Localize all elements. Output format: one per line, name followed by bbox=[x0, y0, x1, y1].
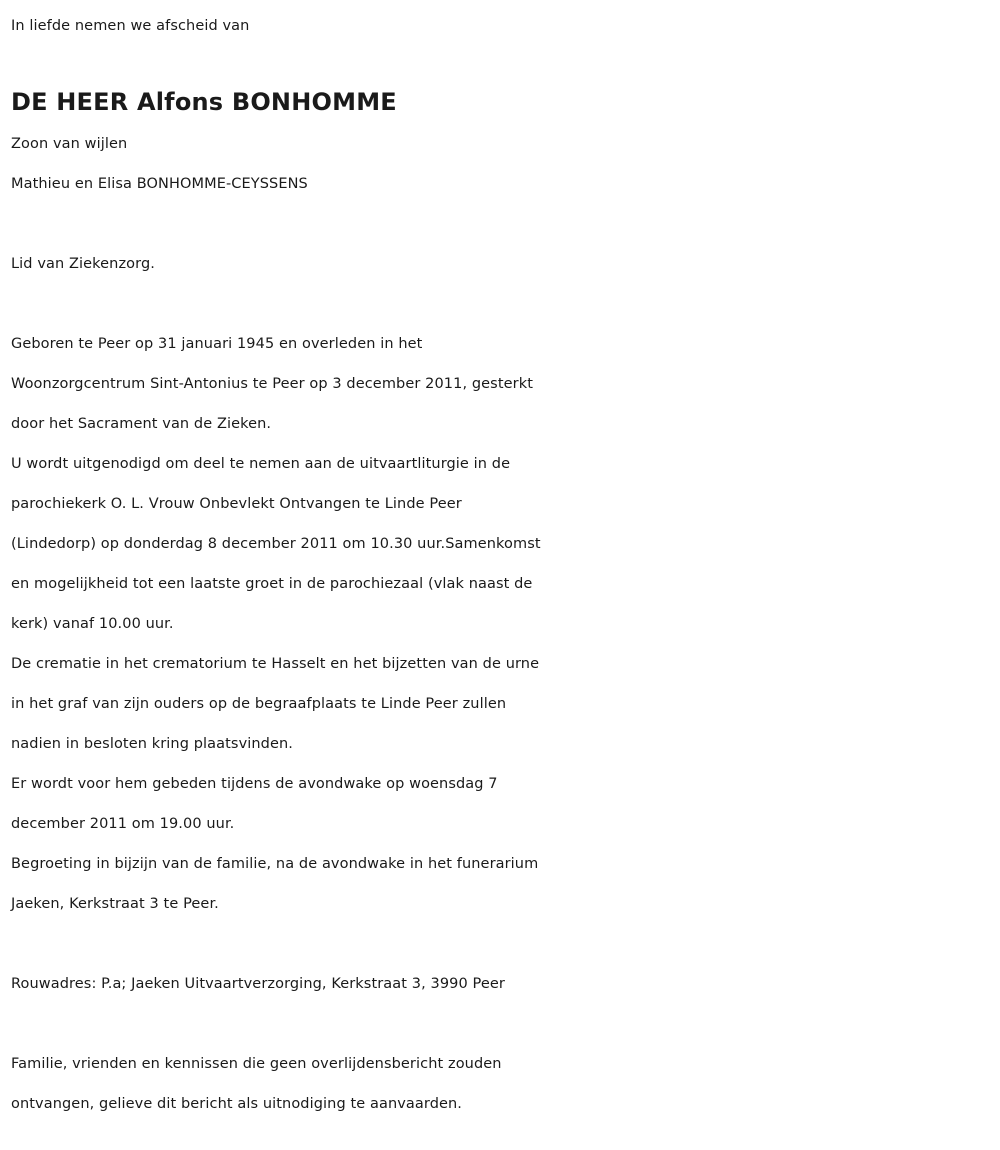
body-line: U wordt uitgenodigd om deel te nemen aan de uitvaartliturgie in de bbox=[11, 456, 511, 472]
closing-line: Familie, vrienden en kennissen die geen overlijdensbericht zouden bbox=[11, 1056, 502, 1072]
spacer bbox=[11, 284, 991, 324]
spacer bbox=[11, 1004, 991, 1044]
announcement-body bbox=[11, 324, 991, 924]
body-line: (Lindedorp) op donderdag 8 december 2011 om 10.30 uur.Samenkomst bbox=[11, 536, 541, 552]
membership-text: Lid van Ziekenzorg. bbox=[11, 256, 155, 272]
spacer bbox=[11, 204, 991, 244]
body-line: parochiekerk O. L. Vrouw Onbevlekt Ontvangen te Linde Peer bbox=[11, 496, 462, 512]
body-line: december 2011 om 19.00 uur. bbox=[11, 816, 235, 832]
parents-line: Mathieu en Elisa BONHOMME-CEYSSENS bbox=[11, 176, 308, 192]
body-line: Begroeting in bijzijn van de familie, na de avondwake in het funerarium bbox=[11, 856, 539, 872]
body-line: Er wordt voor hem gebeden tijdens de avondwake op woensdag 7 bbox=[11, 776, 498, 792]
body-line: nadien in besloten kring plaatsvinden. bbox=[11, 736, 293, 752]
parents-line: Zoon van wijlen bbox=[11, 136, 128, 152]
body-line: kerk) vanaf 10.00 uur. bbox=[11, 616, 174, 632]
body-line: Geboren te Peer op 31 januari 1945 en overleden in het bbox=[11, 336, 423, 352]
death-notice bbox=[11, 6, 991, 1124]
closing-line: ontvangen, gelieve dit bericht als uitnodiging te aanvaarden. bbox=[11, 1096, 463, 1112]
body-line: De crematie in het crematorium te Hasselt en het bijzetten van de urne bbox=[11, 656, 540, 672]
intro-text: In liefde nemen we afscheid van bbox=[11, 18, 250, 34]
spacer bbox=[11, 924, 991, 964]
body-line: Jaeken, Kerkstraat 3 te Peer. bbox=[11, 896, 219, 912]
body-line: Woonzorgcentrum Sint-Antonius te Peer op 3 december 2011, gesterkt bbox=[11, 376, 533, 392]
mourning-address: Rouwadres: P.a; Jaeken Uitvaartverzorging, Kerkstraat 3, 3990 Peer bbox=[11, 976, 505, 992]
body-line: en mogelijkheid tot een laatste groet in de parochiezaal (vlak naast de bbox=[11, 576, 533, 592]
body-line: door het Sacrament van de Zieken. bbox=[11, 416, 272, 432]
deceased-name: DE HEER Alfons BONHOMME bbox=[11, 88, 397, 116]
body-line: in het graf van zijn ouders op de begraafplaats te Linde Peer zullen bbox=[11, 696, 507, 712]
